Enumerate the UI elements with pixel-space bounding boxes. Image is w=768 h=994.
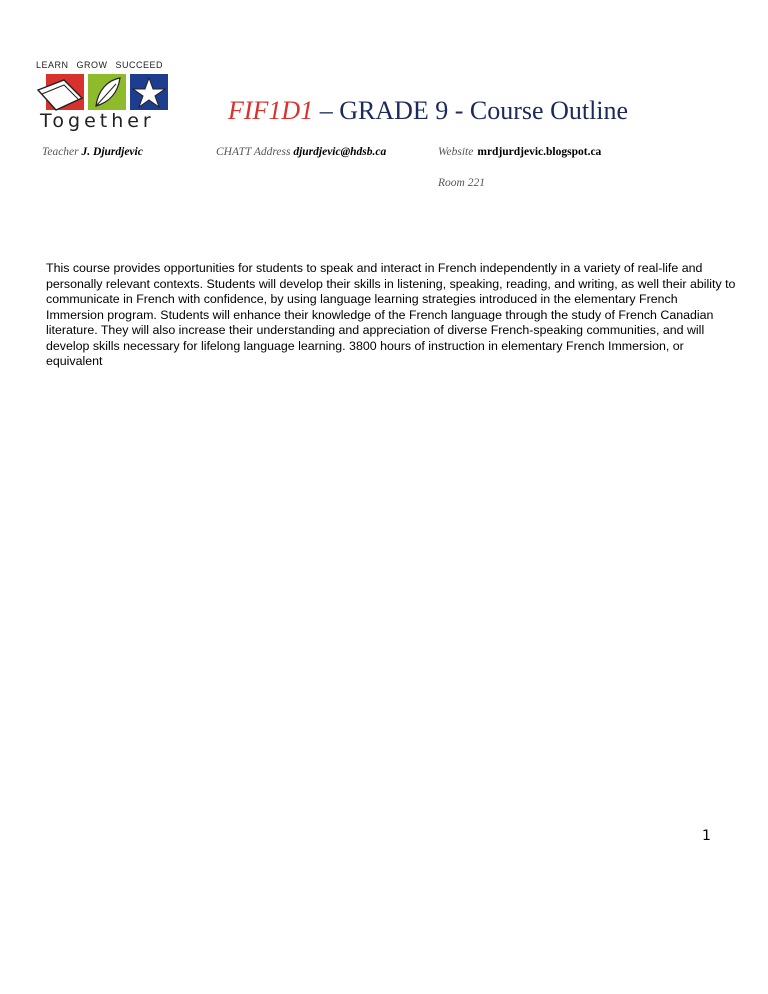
page-number: 1 xyxy=(702,828,711,844)
chatt-info xyxy=(216,146,386,158)
logo-word: Together xyxy=(40,110,155,132)
logo-tagline-succeed: SUCCEED xyxy=(115,60,164,70)
website-url: mrdjurdjevic.blogspot.ca xyxy=(477,146,602,158)
course-code: FIF1D1 xyxy=(228,96,314,125)
logo-tagline-grow: GROW xyxy=(76,60,108,70)
teacher-info xyxy=(42,146,143,158)
course-description: This course provides opportunities for students to speak and interact in French independently in a variety of real-life and personally relevant contexts. Students will develop their skills in listening, speaking, reading, and writing, as well their ability to communicate in French with confidence, by using language learning strategies introduced in the elementary French Immersion program. Students will enhance their knowledge of the French language through the study of French Canadian literature. They will also increase their understanding and appreciation of diverse French-speaking communities, and will develop skills necessary for lifelong language learning. 3800 hours of instruction in elementary French Immersion, or equivalent xyxy=(46,261,736,369)
logo-tagline-learn: LEARN xyxy=(36,60,69,70)
chatt-email: djurdjevic@hdsb.ca xyxy=(293,146,387,158)
teacher-name: J. Djurdjevic xyxy=(81,146,143,158)
room-number: Room 221 xyxy=(438,177,485,189)
chatt-label: CHATT Address xyxy=(216,146,291,158)
school-logo xyxy=(36,60,172,136)
logo-tagline xyxy=(36,60,168,70)
website-info xyxy=(438,146,601,158)
teacher-label: Teacher xyxy=(42,146,79,158)
website-label: Website xyxy=(438,146,474,158)
page-title xyxy=(228,96,628,126)
title-rest: – GRADE 9 - Course Outline xyxy=(313,96,629,125)
logo-icons xyxy=(36,72,172,112)
